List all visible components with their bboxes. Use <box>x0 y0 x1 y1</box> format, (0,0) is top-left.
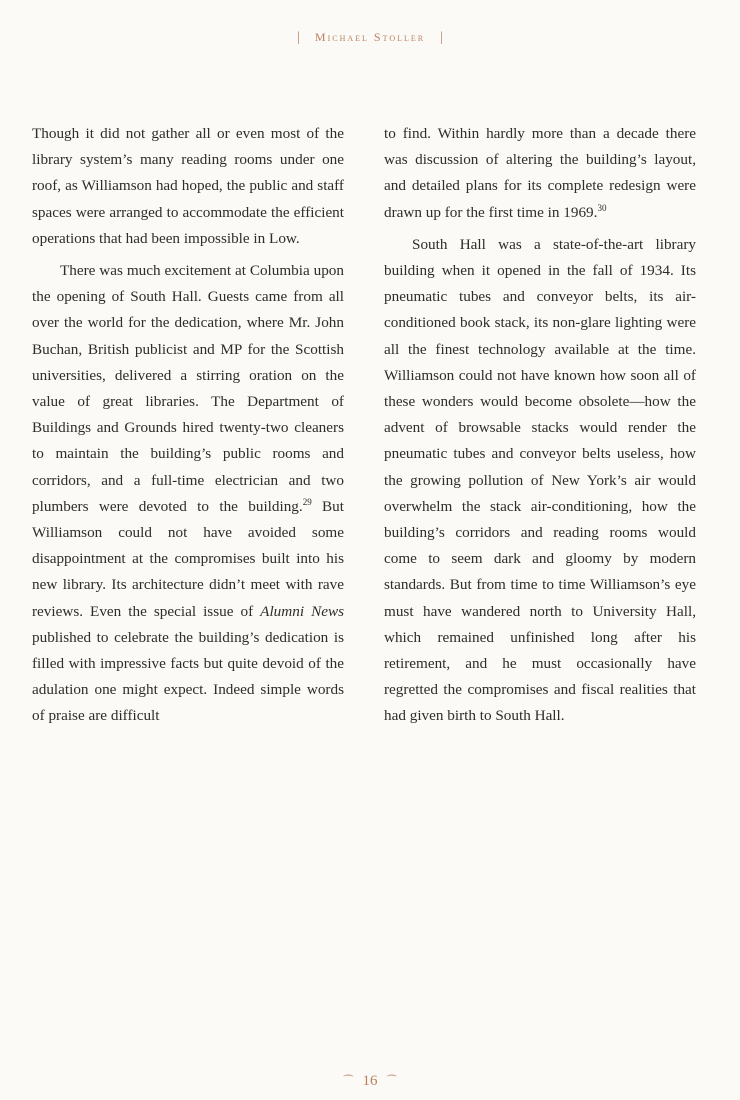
page-number: 16 <box>362 1073 378 1089</box>
ornament-left-icon: ⁀ <box>343 1076 353 1088</box>
publication-title: Alumni News <box>260 602 344 620</box>
right-paragraph-1 <box>384 121 696 226</box>
running-head-author: Michael Stoller <box>314 30 426 44</box>
left-paragraph-2-part-a: There was much excitement at Columbia upon the opening of South Hall. Guests came from all over the world for the dedication, where Mr. John Buchan, British publicist and MP for the Scottish universities, delivered a stirring oration on the value of great libraries. The Department of Buildings and Grounds hired twenty-two cleaners to maintain the building’s public rooms and corridors, and a full-time electrician and two plumbers were devoted to the building. <box>32 262 344 515</box>
left-paragraph-2 <box>32 258 344 730</box>
running-head-bar-left: | <box>297 30 300 45</box>
ornament-right-icon: ⁀ <box>387 1076 397 1088</box>
right-paragraph-2: South Hall was a state-of-the-art library building when it opened in the fall of 1934. Its pneumatic tubes and conveyor belts, its air-conditioned book stack, its non-glare lighting were all the finest technology available at the time. Williamson could not have known how soon all of these wonders would become obsolete—how the advent of browsable stacks would render the pneumatic tubes and conveyor belts useless, how the growing pollution of New York’s air would overwhelm the stack air-conditioning, how the building’s corridors and reading rooms would come to seem dark and gloomy by modern standards. But from time to time Williamson’s eye must have wandered north to University Hall, which remained unfinished long after his retirement, and he must occasionally have regretted the compromises and fiscal realities that had given birth to South Hall. <box>384 235 696 725</box>
footnote-ref-30: 30 <box>597 202 607 213</box>
left-paragraph-2-part-b: But Williamson could not have avoided some disappointment at the compromises built into his new library. Its architecture didn’t meet with rave reviews. Even the special issue of <box>32 497 344 620</box>
right-column <box>384 121 696 730</box>
right-paragraph-1-text: to find. Within hardly more than a decade there was discussion of altering the building’s layout, and detailed plans for its complete redesign were drawn up for the first time in 1969. <box>384 125 696 221</box>
running-head <box>0 30 740 46</box>
running-head-bar-right: | <box>440 30 443 45</box>
left-paragraph-2-part-c: published to celebrate the building’s dedication is filled with impressive facts but quite devoid of the adulation one might expect. Indeed simple words of praise are difficult <box>32 628 344 725</box>
page-footer <box>0 1073 740 1090</box>
left-column <box>32 121 344 730</box>
footnote-ref-29: 29 <box>302 496 312 507</box>
left-paragraph-1: Though it did not gather all or even most of the library system’s many reading rooms under one roof, as Williamson had hoped, the public and staff spaces were arranged to accommodate the efficient operations that had been impossible in Low. <box>32 125 344 247</box>
